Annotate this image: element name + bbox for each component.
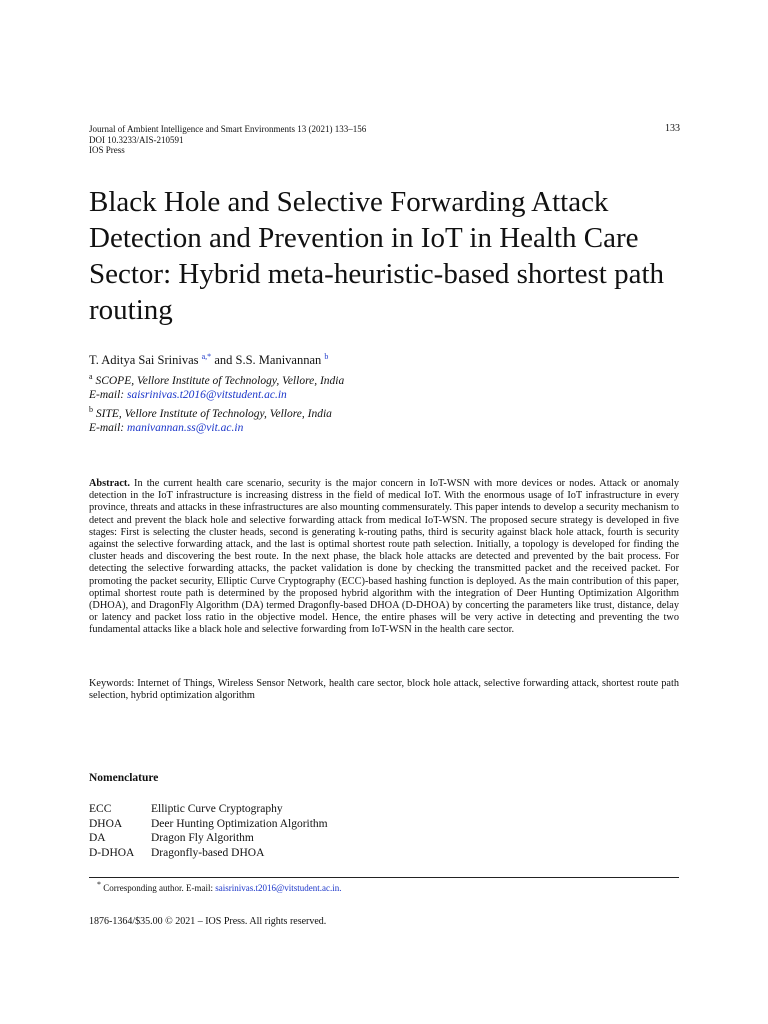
running-head <box>89 124 366 156</box>
nomenclature-table <box>89 802 328 860</box>
abbreviation: ECC <box>89 803 112 815</box>
affiliations <box>89 370 344 436</box>
abbreviation: DA <box>89 832 106 844</box>
definition: Dragonfly-based DHOA <box>151 846 265 859</box>
nomenclature-row <box>89 831 328 846</box>
abstract-text: In the current health care scenario, security is the major concern in IoT-WSN with more devices or nodes. Attack or anomaly detection in the IoT infrastructure is increasing distress in the field of medical IoT. With the enormous usage of IoT infrastructure in every province, threats and attacks in these infrastructures are also mounting commensurately. This paper intends to develop a security mechanism to detect and prevent the black hole and selective forwarding attack from medical IoT-WSN. The proposed secure strategy is developed in five stages: First is selecting the cluster heads, second is generating k-routing paths, third is security against black hole attack, fourth is security against the selective forwarding attack, and the last is optimal shortest route path selection. Initially, a topology is developed for finding the cluster heads and discovering the best route. In the next phase, the black hole attacks are detected and prevented by the bait process. For detecting the selective forwarding attacks, the packet validation is done by checking the transmitted packet and the received packet. For promoting the packet security, Elliptic Curve Cryptography (ECC)-based hashing function is deployed. As the main contribution of this paper, optimal shortest route path is determined by the proposed hybrid algorithm with the integration of Deer Hunting Optimization Algorithm (DHOA), and DragonFly Algorithm (DA) termed Dragonfly-based DHOA (D-DHOA) by concerting the parameters like trust, distance, delay or latency and packet loss ratio in the objective model. Hence, the entire phases will be very active in detecting and preventing the two fundamental attacks like a black hole and selective forwarding from IoT-WSN in the health care sector. <box>89 478 679 636</box>
author-affiliation-mark[interactable]: a,* <box>201 352 212 361</box>
author-affiliation-mark[interactable]: b <box>324 352 329 361</box>
nomenclature-row <box>89 802 328 817</box>
footnote-mark: * <box>97 880 101 889</box>
email-line <box>89 388 344 403</box>
footnote-text: Corresponding author. E-mail: <box>103 883 213 893</box>
journal-citation: Journal of Ambient Intelligence and Smart Environments 13 (2021) 133–156 <box>89 124 367 134</box>
abstract-label: Abstract. <box>89 478 130 489</box>
affiliation-text: SCOPE, Vellore Institute of Technology, Vellore, India <box>95 374 345 387</box>
abbreviation: D-DHOA <box>89 846 135 859</box>
page-number: 133 <box>665 123 680 134</box>
email-link[interactable]: manivannan.ss@vit.ac.in <box>127 422 244 435</box>
keywords: Keywords: Internet of Things, Wireless Sensor Network, health care sector, block hole attack, selective forwarding attack, shortest route path selection, hybrid optimization algorithm <box>89 678 679 702</box>
affiliation-label: a <box>89 372 93 381</box>
author-list <box>89 349 328 368</box>
nomenclature-row <box>89 817 328 832</box>
author-name: S.S. Manivannan <box>235 353 322 368</box>
copyright-line: 1876-1364/$35.00 © 2021 – IOS Press. All rights reserved. <box>89 916 327 927</box>
definition: Deer Hunting Optimization Algorithm <box>151 817 328 830</box>
footnote-divider <box>89 877 679 878</box>
doi: DOI 10.3233/AIS-210591 <box>89 134 184 145</box>
footnote <box>97 880 342 894</box>
definition: Dragon Fly Algorithm <box>151 832 254 844</box>
affiliation-text: SITE, Vellore Institute of Technology, Vellore, India <box>95 407 332 420</box>
definition: Elliptic Curve Cryptography <box>151 803 283 815</box>
author-name: T. Aditya Sai Srinivas <box>89 353 199 368</box>
affiliation-b <box>89 403 344 421</box>
affiliation-label: b <box>89 404 93 414</box>
affiliation-a <box>89 370 344 388</box>
email-label: E-mail: <box>89 422 125 435</box>
paper-title: Black Hole and Selective Forwarding Attack Detection and Prevention in IoT in Health Care Sector: Hybrid meta-heuristic-based shortest path routing <box>89 186 665 326</box>
author-conjunction: and <box>214 353 233 368</box>
email-link[interactable]: saisrinivas.t2016@vitstudent.ac.in <box>127 389 287 402</box>
nomenclature-heading: Nomenclature <box>89 772 159 784</box>
email-label: E-mail: <box>89 389 125 402</box>
email-line <box>89 421 344 436</box>
publisher: IOS Press <box>89 145 125 155</box>
abstract <box>89 478 679 637</box>
nomenclature-row <box>89 846 328 861</box>
footnote-email-link[interactable]: saisrinivas.t2016@vitstudent.ac.in. <box>215 883 342 893</box>
abbreviation: DHOA <box>89 817 123 830</box>
